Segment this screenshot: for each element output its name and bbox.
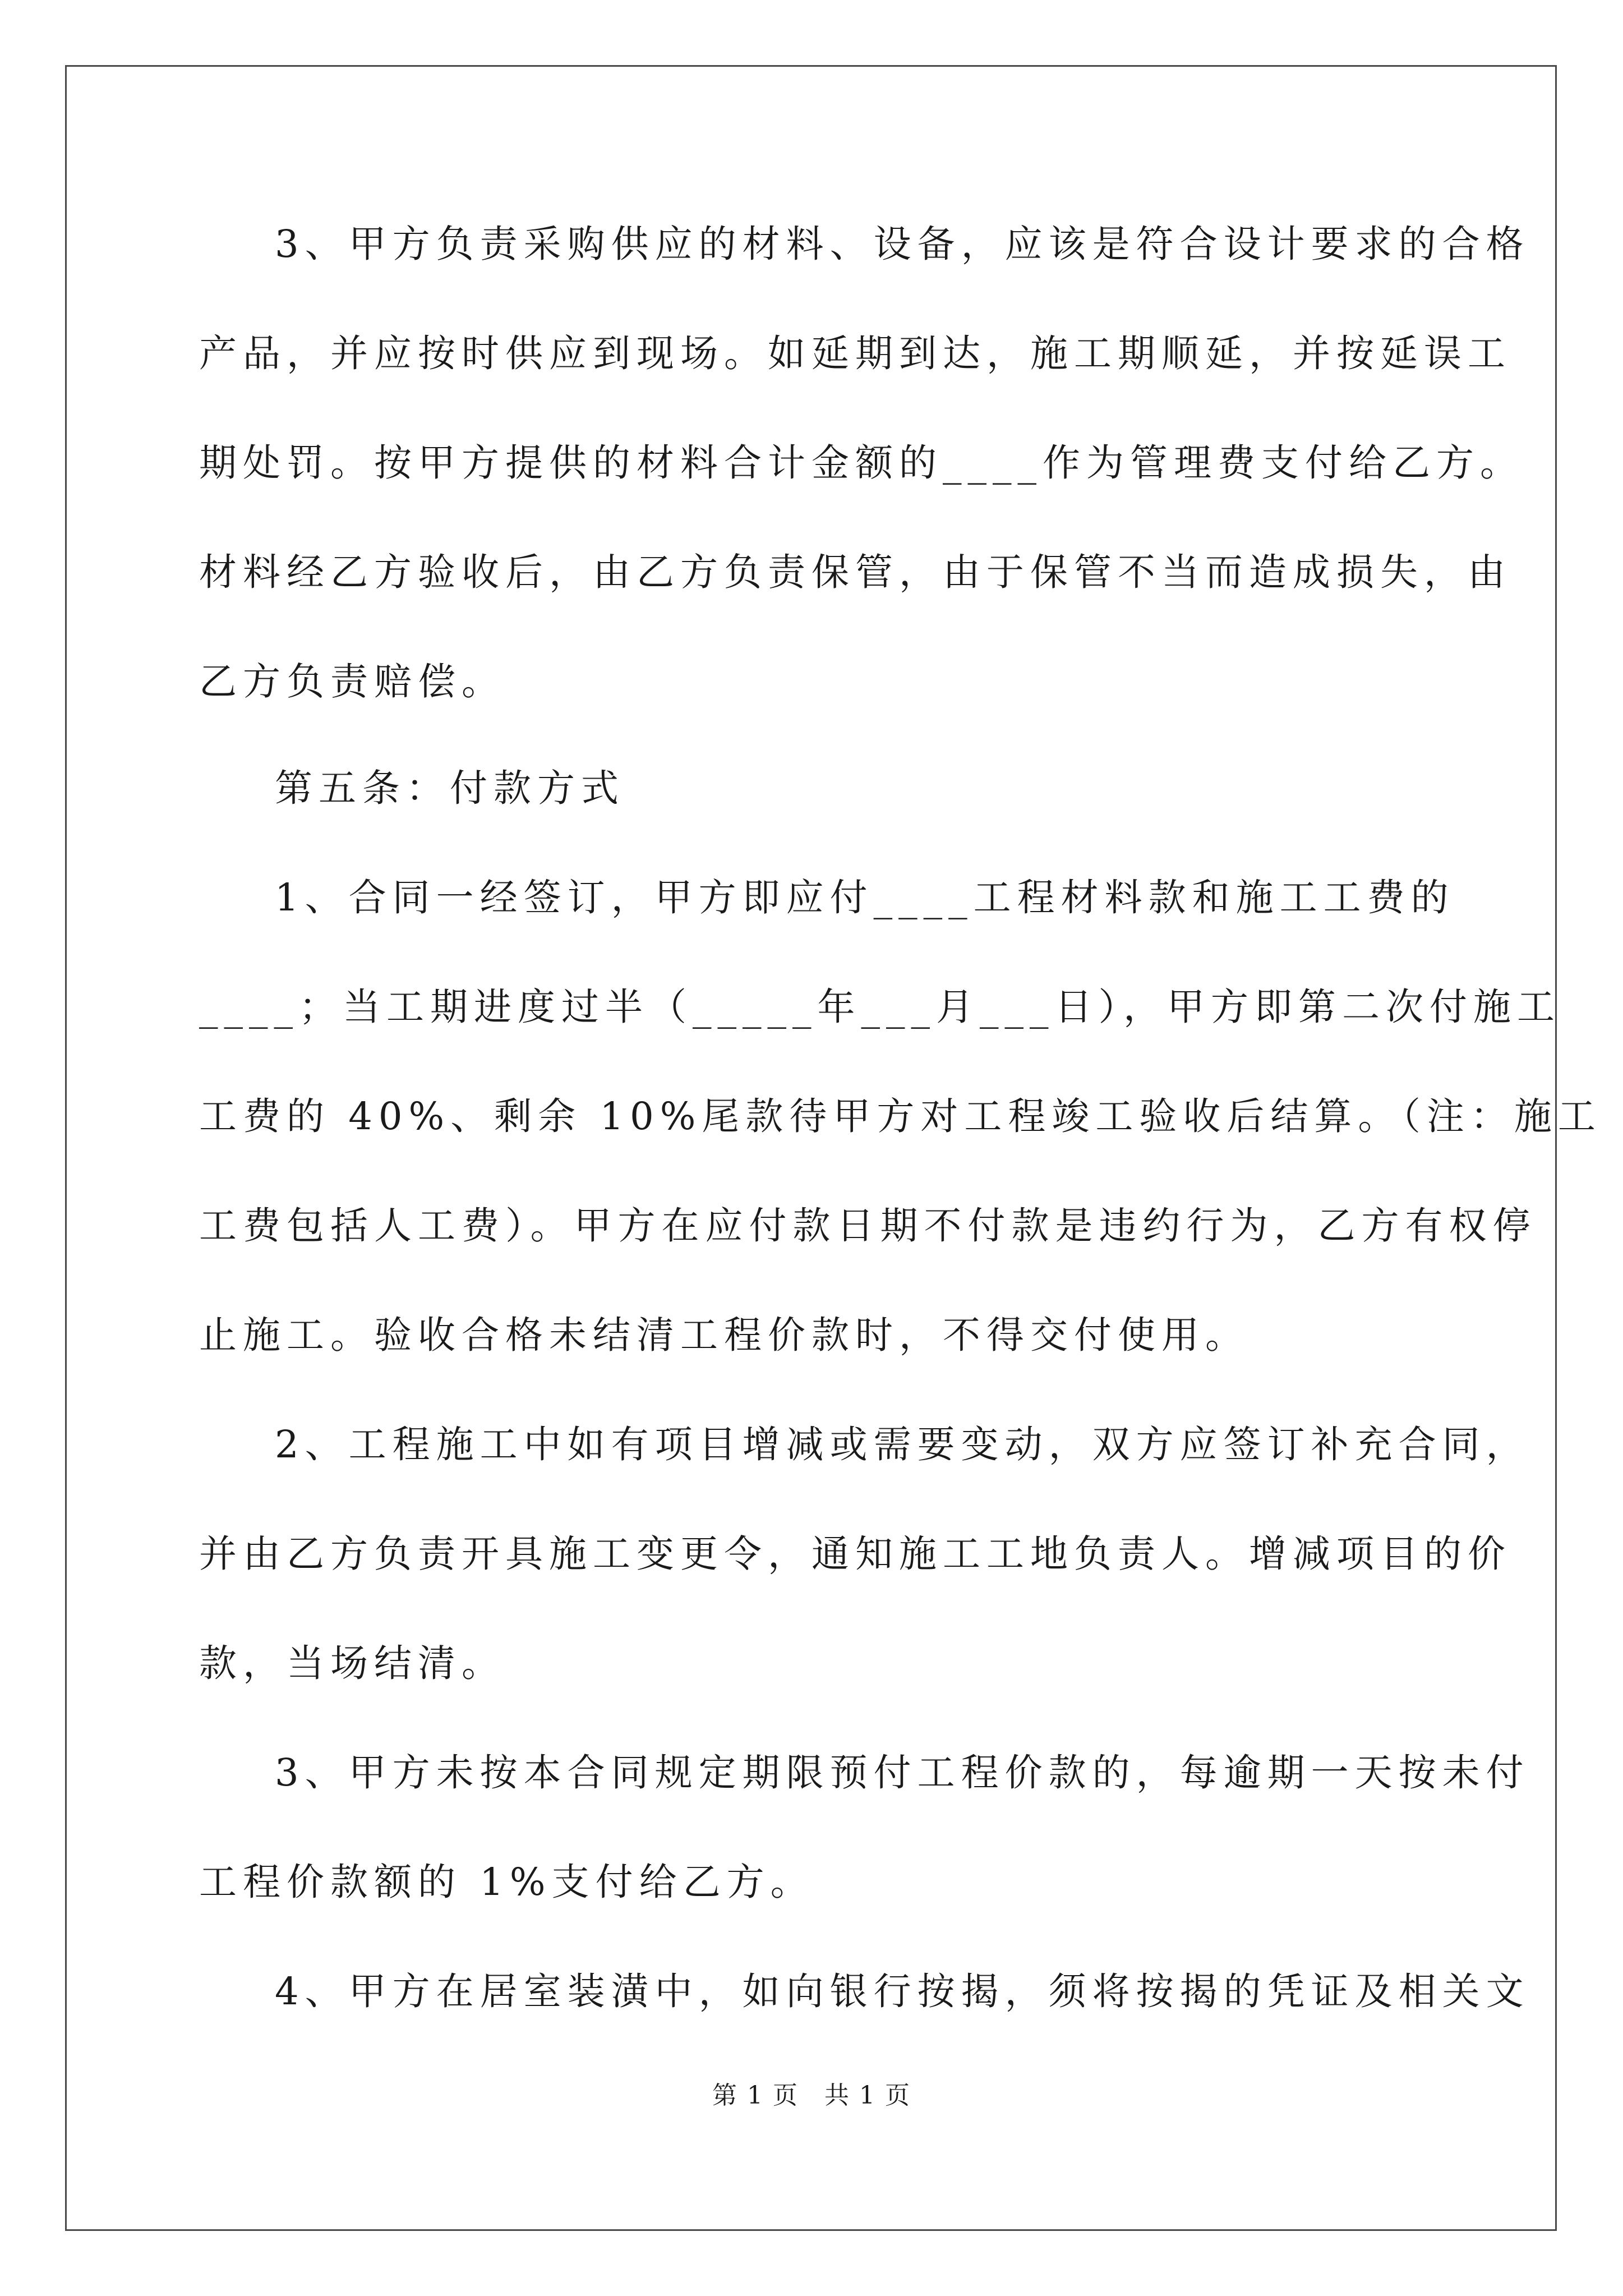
page-border: [65, 65, 1557, 2231]
paragraph-line: 4、甲方在居室装潢中，如向银行按揭，须将按揭的凭证及相关文: [275, 1970, 1530, 2013]
paragraph-line: 3、甲方负责采购供应的材料、设备，应该是符合设计要求的合格: [275, 222, 1530, 266]
paragraph-line: 乙方负责赔偿。: [199, 660, 505, 703]
paragraph-line: 款，当场结清。: [199, 1641, 505, 1685]
paragraph-line: ____；当工期进度过半（_____年___月___日），甲方即第二次付施工: [199, 985, 1561, 1029]
section-heading: 第五条：付款方式: [275, 766, 625, 810]
paragraph-line: 并由乙方负责开具施工变更令，通知施工工地负责人。增减项目的价: [199, 1532, 1511, 1576]
paragraph-line: 工费的 40%、剩余 10%尾款待甲方对工程竣工验收后结算。（注：施工: [199, 1094, 1602, 1138]
paragraph-line: 产品，并应按时供应到现场。如延期到达，施工期顺延，并按延误工: [199, 332, 1511, 375]
paragraph-line: 止施工。验收合格未结清工程价款时，不得交付使用。: [199, 1313, 1249, 1357]
paragraph-line: 材料经乙方验收后，由乙方负责保管，由于保管不当而造成损失，由: [199, 550, 1511, 594]
paragraph-line: 工程价款额的 1%支付给乙方。: [199, 1860, 814, 1904]
paragraph-line: 3、甲方未按本合同规定期限预付工程价款的，每逾期一天按未付: [275, 1751, 1530, 1795]
paragraph-line: 2、工程施工中如有项目增减或需要变动，双方应签订补充合同，: [275, 1423, 1530, 1466]
paragraph-line: 期处罚。按甲方提供的材料合计金额的____作为管理费支付给乙方。: [199, 441, 1524, 485]
paragraph-line: 工费包括人工费）。甲方在应付款日期不付款是违约行为，乙方有权停: [199, 1204, 1537, 1248]
paragraph-line: 1、合同一经签订，甲方即应付____工程材料款和施工工费的: [275, 876, 1455, 919]
page-number-footer: 第 1 页 共 1 页: [712, 2081, 911, 2110]
